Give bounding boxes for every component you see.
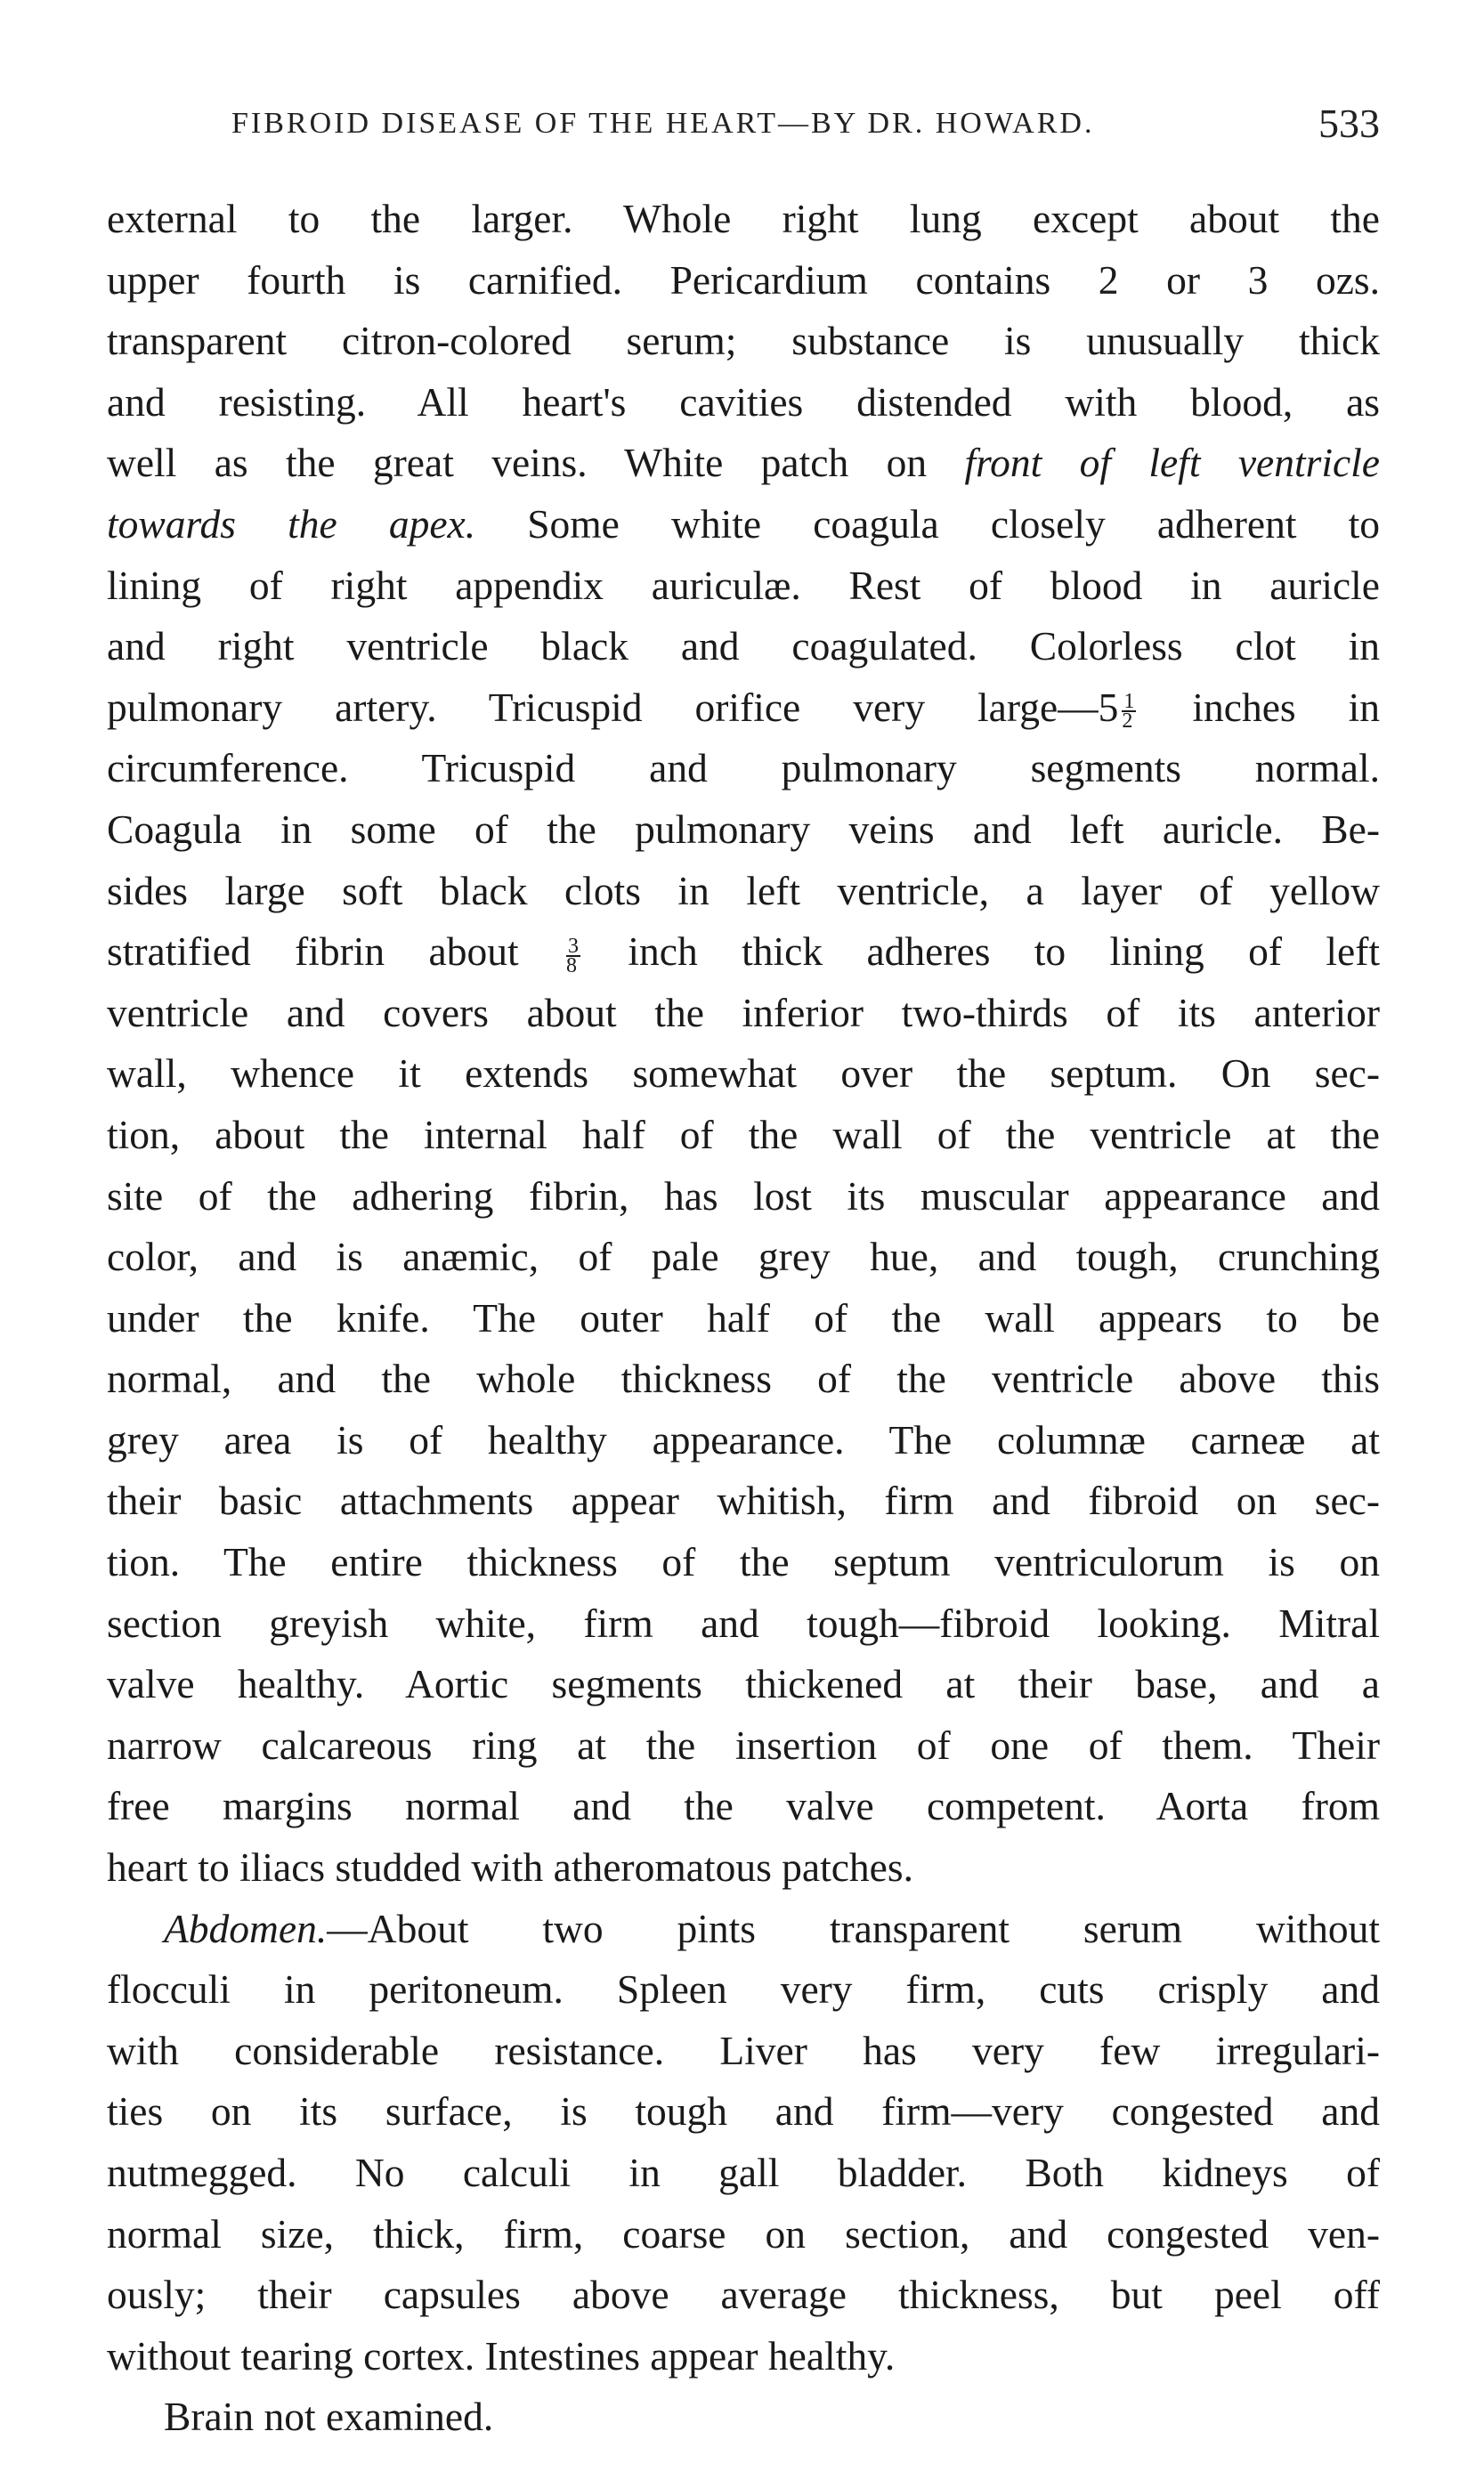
text-line: ventricle and covers about the inferior two-thirds of its anterior: [107, 989, 1380, 1035]
paragraph-thorax: [107, 189, 1380, 1899]
text-line: without tearing cortex. Intestines appear healthy.: [107, 2332, 896, 2379]
text-line: site of the adhering fibrin, has lost its muscular appearance and: [107, 1172, 1380, 1219]
text-line: tion, about the internal half of the wall of the ventricle at the: [107, 1111, 1380, 1157]
text-line: their basic attachments appear whitish, firm and fibroid on sec-: [107, 1478, 1380, 1524]
text-line: under the knife. The outer half of the wall appears to be: [107, 1294, 1380, 1341]
text-line: ously; their capsules above average thickness, but peel off: [107, 2272, 1380, 2318]
text-line: flocculi in peritoneum. Spleen very firm, cuts crisply and: [107, 1966, 1380, 2013]
text-line: valve healthy. Aortic segments thickened at their base, and a: [107, 1661, 1380, 1707]
text-segment: well as the great veins. White patch on: [107, 440, 928, 486]
fraction-denominator: 8: [566, 953, 578, 977]
fraction-one-half: [1122, 690, 1136, 733]
italic-text: front of left ventricle: [964, 440, 1380, 486]
text-line: transparent citron-colored serum; substance is unusually thick: [107, 318, 1380, 364]
text-line: circumference. Tricuspid and pulmonary segments normal.: [107, 745, 1380, 791]
fraction-numerator: 1: [1123, 690, 1135, 714]
text-line: and right ventricle black and coagulated. Colorless clot in: [107, 623, 1380, 669]
running-head: [107, 100, 1380, 153]
text-line: color, and is anæmic, of pale grey hue, and tough, crunching: [107, 1234, 1380, 1280]
text-line: and resisting. All heart's cavities distended with blood, as: [107, 378, 1380, 425]
fraction-three-eighths: [566, 934, 580, 977]
fraction-denominator: 2: [1122, 709, 1133, 733]
text-line: sides large soft black clots in left ventricle, a layer of yellow: [107, 867, 1380, 913]
text-line: upper fourth is carnified. Pericardium contains 2 or 3 ozs.: [107, 256, 1380, 303]
text-line: narrow calcareous ring at the insertion of one of them. Their: [107, 1722, 1380, 1768]
italic-text: towards the apex.: [107, 500, 476, 547]
text-line: [107, 1899, 1380, 1960]
text-segment: inch thick adheres to lining of left: [628, 928, 1380, 975]
text-line: normal, and the whole thickness of the ventricle above this: [107, 1356, 1380, 1402]
text-line: [107, 677, 1380, 739]
paragraph-brain: [107, 2387, 1380, 2448]
text-line: heart to iliacs studded with atheromatous patches.: [107, 1844, 913, 1891]
text-line: external to the larger. Whole right lung except about the: [107, 196, 1380, 241]
fraction-numerator: 3: [568, 934, 580, 958]
text-line: lining of right appendix auriculæ. Rest of blood in auricle: [107, 562, 1380, 608]
running-title: FIBROID DISEASE OF THE HEART—BY DR. HOWARD.: [231, 107, 1095, 140]
text-line: [107, 921, 1380, 983]
text-line: with considerable resistance. Liver has very few irregulari-: [107, 2027, 1380, 2073]
section-heading-abdomen: Abdomen.: [164, 1905, 328, 1951]
page-number: 533: [1318, 101, 1380, 146]
text-segment: Some white coagula closely adherent to: [527, 500, 1381, 547]
paragraph-abdomen: [107, 1899, 1380, 2387]
text-segment: —About two pints transparent serum without: [327, 1905, 1380, 1951]
text-line: section greyish white, firm and tough—fibroid looking. Mitral: [107, 1600, 1380, 1646]
text-line: [107, 433, 1380, 494]
text-segment: inches in: [1192, 684, 1380, 730]
body-text: [107, 189, 1380, 2448]
text-line: grey area is of healthy appearance. The columnæ carneæ at: [107, 1416, 1380, 1463]
text-line: nutmegged. No calculi in gall bladder. Both kidneys of: [107, 2150, 1380, 2195]
text-line: tion. The entire thickness of the septum ventriculorum is on: [107, 1539, 1380, 1585]
text-line: wall, whence it extends somewhat over the septum. On sec-: [107, 1050, 1380, 1097]
text-line: ties on its surface, is tough and firm—very congested and: [107, 2088, 1380, 2135]
text-line: [107, 494, 1380, 555]
text-line: normal size, thick, firm, coarse on section, and congested ven-: [107, 2210, 1380, 2257]
text-line: free margins normal and the valve competent. Aorta from: [107, 1783, 1380, 1829]
text-segment: pulmonary artery. Tricuspid orifice very large—5: [107, 684, 1119, 730]
text-line: Coagula in some of the pulmonary veins and left auricle. Be-: [107, 806, 1380, 852]
text-segment: stratified fibrin about: [107, 928, 519, 975]
text-line: Brain not examined.: [164, 2394, 494, 2440]
